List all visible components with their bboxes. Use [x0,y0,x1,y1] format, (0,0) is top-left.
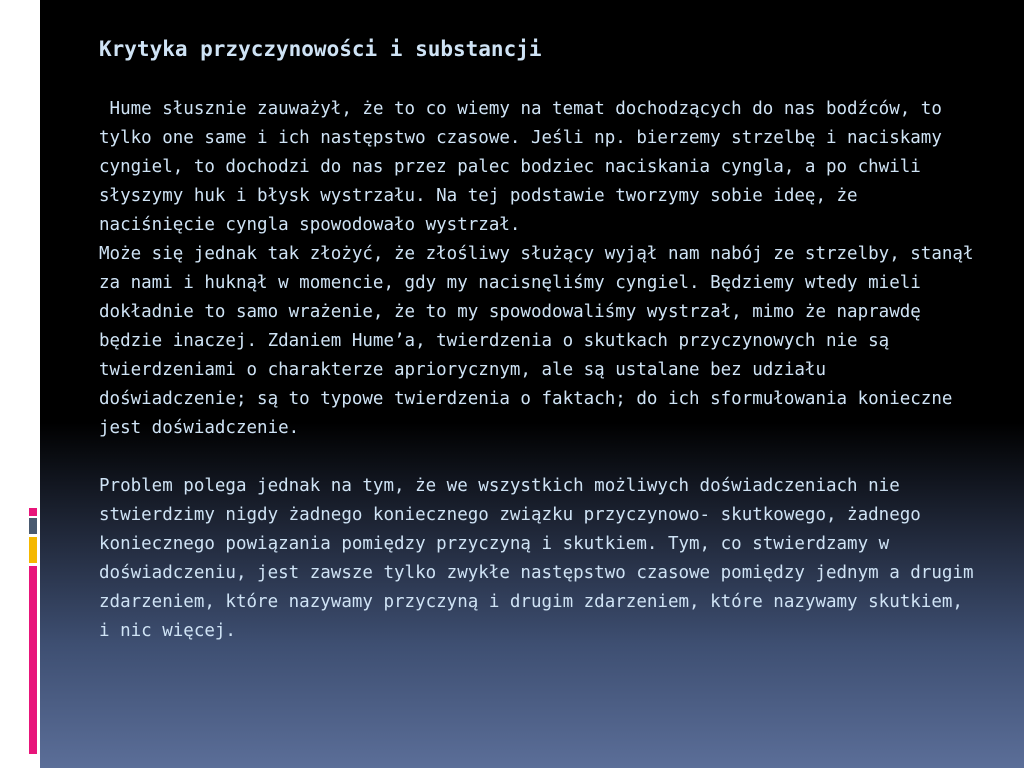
accent-block-pink-small [29,508,37,516]
paragraph-problem: Problem polega jednak na tym, że we wszystkich możliwych doświadczeniach nie stwierdzimy nigdy żadnego koniecznego związku przyczynowo- skutkowego, żadnego koniecznego powiązania pomiędzy przyczyną i skutkiem. Tym, co stwierdzamy w doświadczeniu, jest zawsze tylko zwykłe następstwo czasowe pomiędzy jednym a drugim zdarzeniem, które nazywamy przyczyną i drugim zdarzeniem, które nazywamy skutkiem, i nic więcej. [99,476,974,641]
paragraph-hume-rifle: Hume słusznie zauważył, że to co wiemy na temat dochodzących do nas bodźców, to tylko one same i ich następstwo czasowe. Jeśli np. bierzemy strzelbę i naciskamy cyngiel, to dochodzi do nas przez palec bodziec naciskania cyngla, a po chwili słyszymy huk i błysk wystrzału. Na tej podstawie tworzymy sobie ideę, że naciśnięcie cyngla spowodowało wystrzał. [99,99,953,235]
paragraph-spacer [99,443,979,472]
accent-block-yellow [29,537,37,563]
slide [40,0,1024,768]
slide-title: Krytyka przyczynowości i substancji [99,37,542,61]
accent-block-slate [29,518,37,534]
accent-block-pink-tall [29,566,37,754]
paragraph-malicious-servant: Może się jednak tak złożyć, że złośliwy służący wyjął nam nabój ze strzelby, stanął za nami i huknął w momencie, gdy my nacisnęliśmy cyngiel. Będziemy wtedy mieli dokładnie to samo wrażenie, że to my spowodowaliśmy wystrzał, mimo że naprawdę będzie inaczej. Zdaniem Hume’a, twierdzenia o skutkach przyczynowych nie są twierdzeniami o charakterze apriorycznym, ale są ustalane bez udziału doświadczenie; są to typowe twierdzenia o faktach; do ich sformułowania konieczne jest doświadczenie. [99,244,974,438]
slide-body [99,95,979,646]
left-decorative-bar [0,0,40,768]
